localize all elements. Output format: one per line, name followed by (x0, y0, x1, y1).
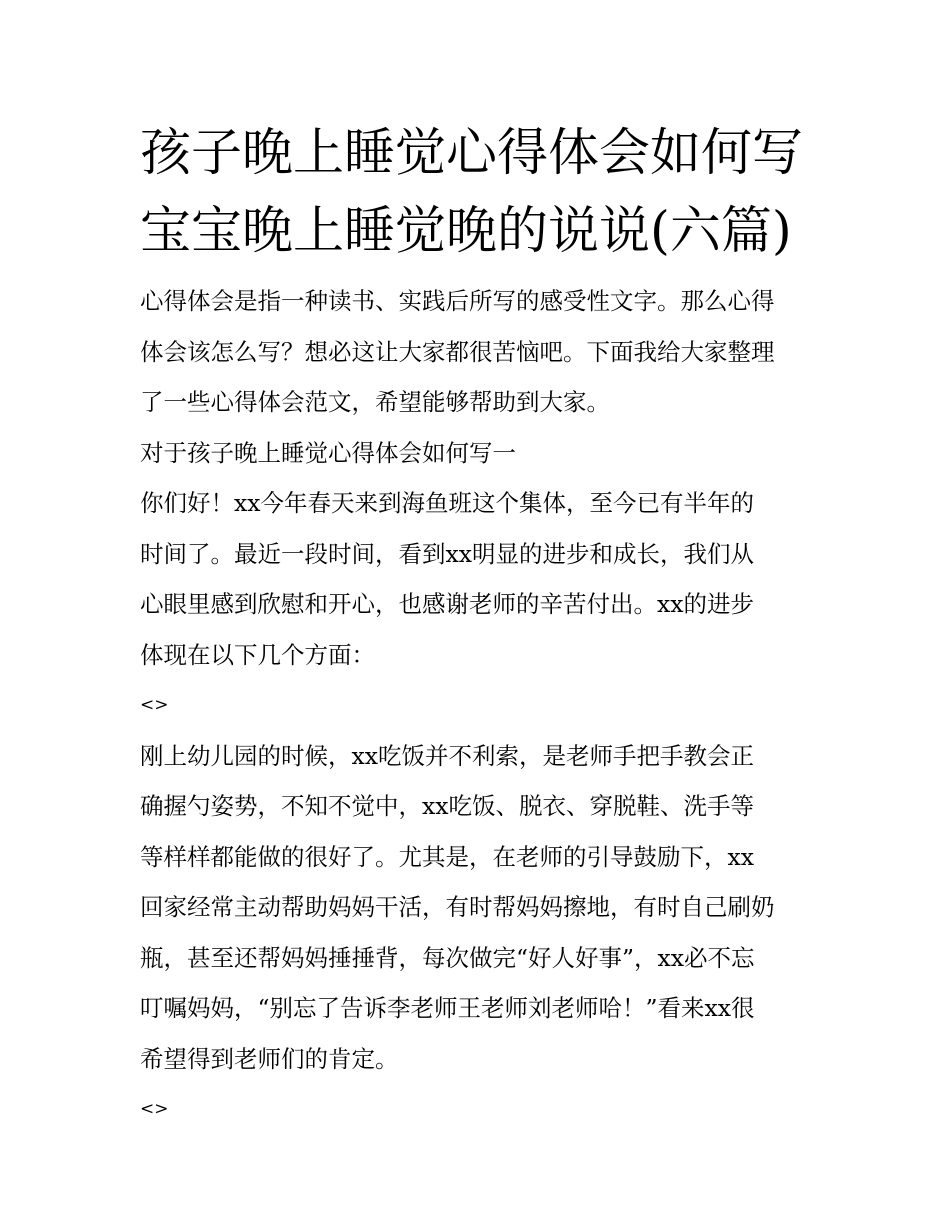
body-line: 等样样都能做的很好了。尤其是，在老师的引导鼓励下，xx (140, 842, 755, 871)
body-line: 体现在以下几个方面： (140, 640, 375, 669)
separator-marker: <> (140, 1099, 169, 1119)
body-line: 体会该怎么写？想必这让大家都很苦恼吧。下面我给大家整理 (140, 337, 775, 366)
body-line: 了一些心得体会范文，希望能够帮助到大家。 (140, 388, 610, 416)
body-line: 时间了。最近一段时间，看到xx明显的进步和成长，我们从 (140, 539, 755, 568)
section-heading: 对于孩子晚上睡觉心得体会如何写一 (140, 438, 516, 467)
body-line: 瓶，甚至还帮妈妈捶捶背，每次做完“好人好事”，xx必不忘 (140, 943, 755, 972)
body-line: 刚上幼儿园的时候，xx吃饭并不利索，是老师手把手教会正 (140, 741, 755, 770)
document-body (140, 276, 820, 1135)
body-line: 希望得到老师们的肯定。 (140, 1044, 399, 1073)
title-line-1: 孩子晚上睡觉心得体会如何写 (140, 124, 804, 183)
title-line-2: 宝宝晚上睡觉晚的说说(六篇) (140, 202, 792, 261)
body-line: 确握勺姿势，不知不觉中，xx吃饭、脱衣、穿脱鞋、洗手等 (140, 792, 755, 820)
body-line: 回家经常主动帮助妈妈干活，有时帮妈妈擦地，有时自己刷奶 (140, 893, 775, 921)
separator-marker: <> (140, 695, 169, 715)
body-line: 你们好！xx今年春天来到海鱼班这个集体，至今已有半年的 (140, 489, 755, 517)
body-line: 叮嘱妈妈，“别忘了告诉李老师王老师刘老师哈！”看来xx很 (140, 994, 755, 1022)
body-line: 心眼里感到欣慰和开心，也感谢老师的辛苦付出。xx的进步 (140, 590, 755, 618)
body-line: 心得体会是指一种读书、实践后所写的感受性文字。那么心得 (140, 287, 775, 315)
document-title (140, 115, 820, 271)
